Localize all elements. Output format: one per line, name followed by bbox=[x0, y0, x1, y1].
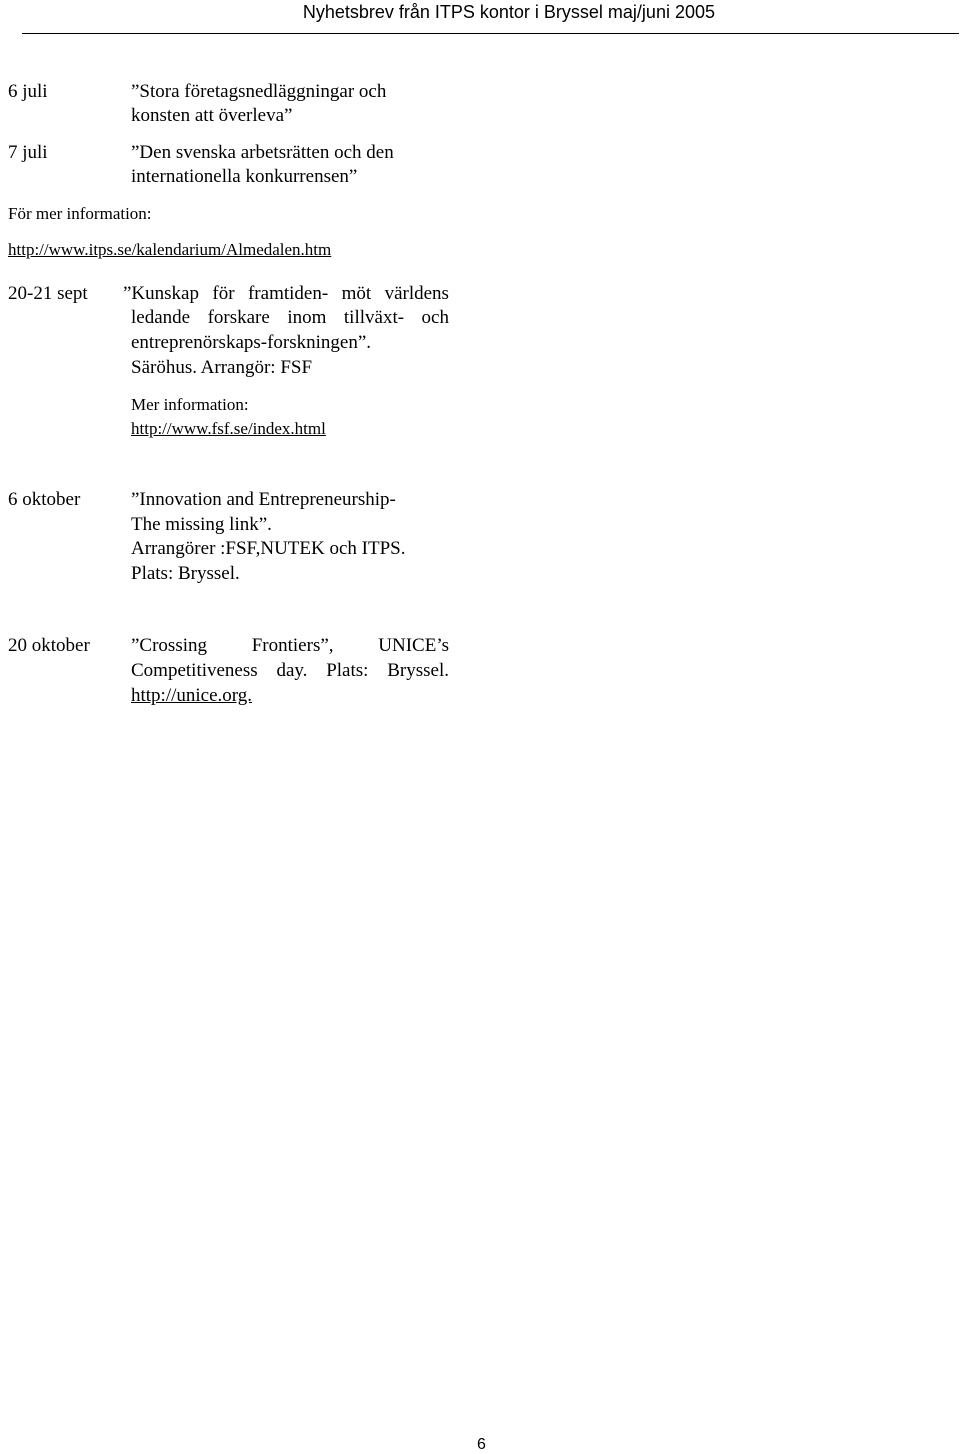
word: tillväxt- bbox=[343, 307, 405, 328]
event-date: 20-21 sept bbox=[8, 283, 88, 304]
event-date: 6 juli bbox=[8, 81, 48, 102]
event-date: 20 oktober bbox=[8, 635, 90, 656]
word: UNICE’s bbox=[378, 635, 449, 656]
event-title-line: konsten att överleva” bbox=[131, 105, 293, 126]
word: inom bbox=[287, 307, 327, 328]
event-title-line: internationella konkurrensen” bbox=[131, 166, 358, 187]
word: day. bbox=[276, 660, 308, 681]
event-date: 6 oktober bbox=[8, 489, 81, 510]
word: ledande bbox=[131, 307, 191, 328]
word: möt bbox=[341, 283, 372, 304]
event-title-line: ”Innovation and Entrepreneurship- bbox=[131, 489, 396, 510]
word: Plats: bbox=[326, 660, 369, 681]
header-divider bbox=[22, 33, 959, 34]
word: framtiden- bbox=[247, 283, 329, 304]
event-title-line bbox=[131, 659, 449, 683]
event-organizer: Arrangörer :FSF,NUTEK och ITPS. bbox=[131, 538, 406, 559]
word: för bbox=[212, 283, 235, 304]
almedalen-link[interactable]: http://www.itps.se/kalendarium/Almedalen.htm bbox=[8, 240, 332, 259]
event-title-line: ”Stora företagsnedläggningar och bbox=[131, 81, 387, 102]
word: Bryssel. bbox=[387, 660, 449, 681]
word: ”Crossing bbox=[131, 635, 207, 656]
fsf-link[interactable]: http://www.fsf.se/index.html bbox=[131, 419, 326, 438]
event-title-line bbox=[123, 282, 449, 306]
word: ”Kunskap bbox=[123, 283, 199, 304]
word: Competitiveness bbox=[131, 660, 258, 681]
event-title-line bbox=[131, 306, 449, 330]
word: forskare bbox=[207, 307, 270, 328]
event-organizer: Säröhus. Arrangör: FSF bbox=[131, 357, 313, 378]
word: och bbox=[421, 307, 449, 328]
more-info-label: Mer information: bbox=[131, 395, 249, 414]
event-title-line: entreprenörskaps-forskningen”. bbox=[131, 332, 372, 353]
event-location: Plats: Bryssel. bbox=[131, 563, 240, 584]
unice-link[interactable]: http://unice.org. bbox=[131, 685, 253, 706]
event-title-line bbox=[131, 634, 449, 658]
event-title-line: ”Den svenska arbetsrätten och den bbox=[131, 142, 394, 163]
newsletter-header-title: Nyhetsbrev från ITPS kontor i Bryssel maj/juni 2005 bbox=[302, 2, 715, 22]
event-title-line: The missing link”. bbox=[131, 514, 272, 535]
event-date: 7 juli bbox=[8, 142, 48, 163]
page-number: 6 bbox=[477, 1436, 486, 1453]
word: världens bbox=[384, 283, 449, 304]
more-info-label: För mer information: bbox=[8, 204, 152, 223]
word: Frontiers”, bbox=[251, 635, 334, 656]
